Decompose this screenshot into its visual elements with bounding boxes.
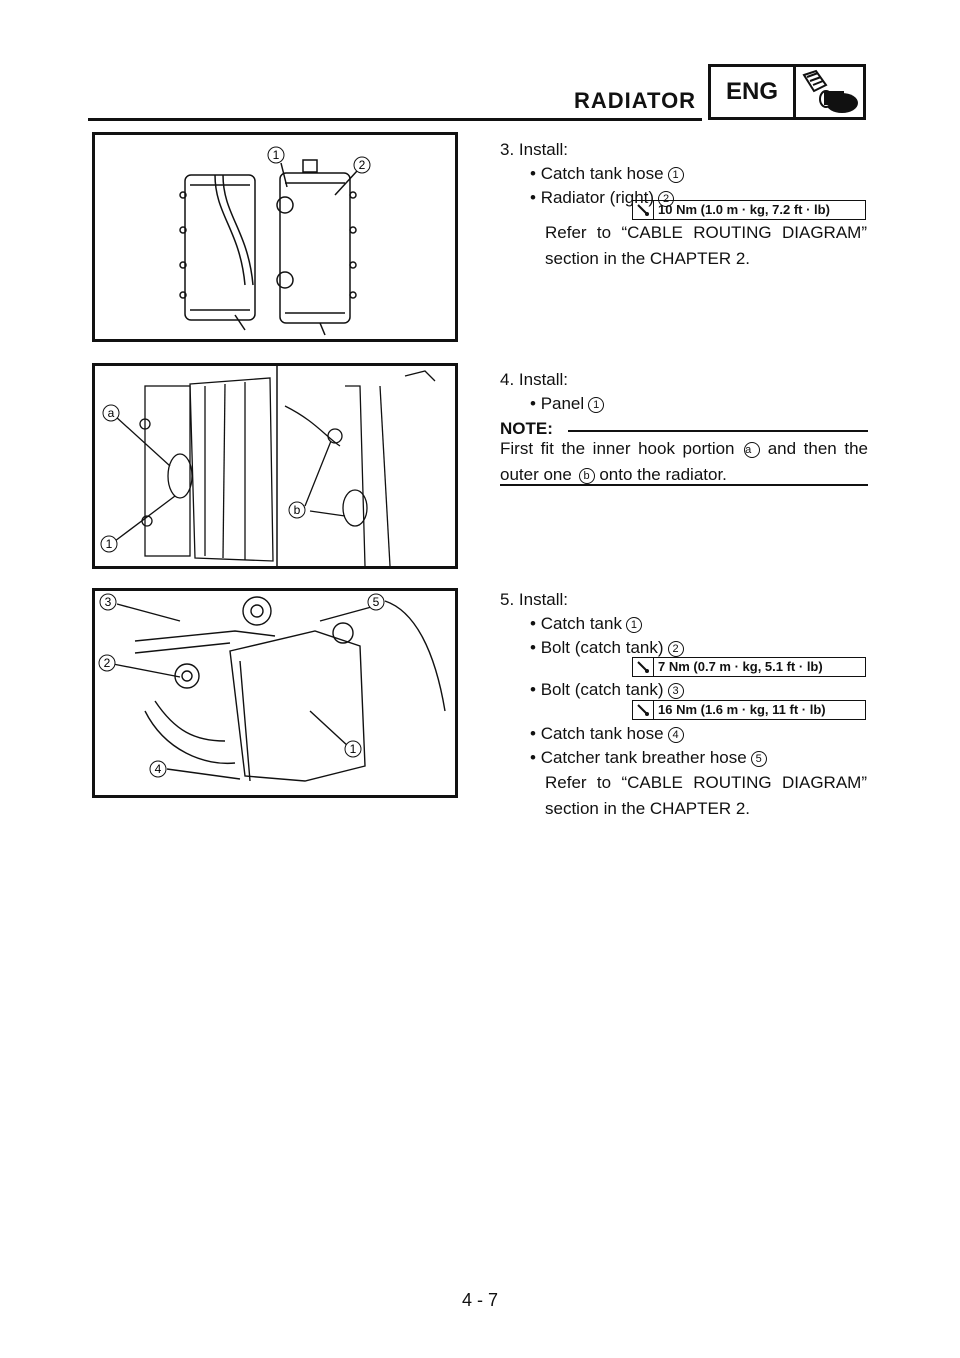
torque-value: 10 Nm (1.0 m · kg, 7.2 ft · lb) — [658, 202, 830, 217]
list-item: • Radiator (right) 2 — [530, 188, 674, 208]
engine-icon — [796, 67, 863, 117]
bullet-text: Radiator (right) — [540, 188, 655, 207]
callout-number: 3 — [668, 683, 684, 699]
bullet-text: Catch tank hose — [540, 164, 664, 183]
callout-number: 2 — [658, 191, 674, 207]
torque-wrench-icon — [633, 201, 654, 219]
reference-text — [545, 220, 867, 272]
note-text — [500, 436, 868, 488]
torque-spec — [632, 200, 866, 220]
bullet-text: Bolt (catch tank) — [540, 638, 664, 657]
bullet-text: Catch tank — [540, 614, 622, 633]
note-rule-top — [568, 430, 868, 432]
torque-wrench-icon — [633, 658, 654, 676]
callout-number: 1 — [668, 167, 684, 183]
reference-line: Refer to “CABLE ROUTING DIAGRAM” — [545, 223, 867, 242]
fig-label: 1 — [349, 742, 357, 756]
bullet-text: Catch tank hose — [540, 724, 664, 743]
step-4-heading: 4. Install: — [500, 370, 569, 389]
callout-letter: b — [579, 468, 595, 484]
fig-label: 5 — [372, 595, 380, 609]
reference-line: Refer to “CABLE ROUTING DIAGRAM” — [545, 773, 867, 792]
note-text-part: onto the radiator. — [599, 465, 727, 484]
step-5-heading: 5. Install: — [500, 590, 569, 609]
section-tag-label: ENG — [711, 67, 796, 117]
note-text-part: outer one — [500, 465, 572, 484]
catch-tank-illustration — [95, 591, 455, 795]
callout-number: 1 — [588, 397, 604, 413]
torque-value: 7 Nm (0.7 m · kg, 5.1 ft · lb) — [658, 659, 823, 674]
note-text-part: First fit the inner hook portion — [500, 439, 735, 458]
list-item: • Bolt (catch tank) 3 — [530, 680, 684, 700]
page-number: 4 - 7 — [461, 1290, 499, 1310]
torque-wrench-icon — [633, 701, 654, 719]
fig-label: a — [107, 406, 115, 420]
list-item: • Catch tank 1 — [530, 614, 642, 634]
note-rule-bottom — [500, 484, 868, 486]
callout-letter: a — [744, 442, 760, 458]
figure-radiator-right — [92, 132, 458, 342]
figure-panel-install — [92, 363, 458, 569]
bullet-text: Panel — [540, 394, 585, 413]
header-rule — [88, 118, 702, 121]
callout-number: 1 — [626, 617, 642, 633]
fig-label: 3 — [104, 595, 112, 609]
callout-number: 2 — [668, 641, 684, 657]
figure-catch-tank — [92, 588, 458, 798]
fig-label: 1 — [105, 537, 113, 551]
callout-number: 4 — [668, 727, 684, 743]
list-item: • Catcher tank breather hose 5 — [530, 748, 767, 768]
step-3-heading: 3. Install: — [500, 140, 569, 159]
reference-line: section in the CHAPTER 2. — [545, 799, 751, 818]
callout-number: 5 — [751, 751, 767, 767]
bullet-text: Catcher tank breather hose — [540, 748, 747, 767]
fig-label: 4 — [154, 762, 162, 776]
section-tag — [708, 64, 866, 120]
torque-value: 16 Nm (1.6 m · kg, 11 ft · lb) — [658, 702, 826, 717]
fig-label: 2 — [103, 656, 111, 670]
fig-label: 1 — [272, 148, 280, 162]
radiator-illustration — [95, 135, 455, 339]
panel-illustration — [95, 366, 455, 566]
fig-label: b — [293, 503, 301, 517]
bullet-text: Bolt (catch tank) — [540, 680, 664, 699]
note-text-part: and then the — [767, 439, 868, 458]
torque-spec — [632, 657, 866, 677]
list-item: • Catch tank hose 4 — [530, 724, 684, 744]
list-item: • Panel 1 — [530, 394, 604, 414]
torque-spec — [632, 700, 866, 720]
reference-line: section in the CHAPTER 2. — [545, 249, 751, 268]
note-line — [500, 436, 868, 462]
list-item: • Catch tank hose 1 — [530, 164, 684, 184]
list-item: • Bolt (catch tank) 2 — [530, 638, 684, 658]
page-section-title: RADIATOR — [574, 88, 697, 113]
reference-text — [545, 770, 867, 822]
fig-label: 2 — [358, 158, 366, 172]
note-label: NOTE: — [500, 419, 553, 438]
